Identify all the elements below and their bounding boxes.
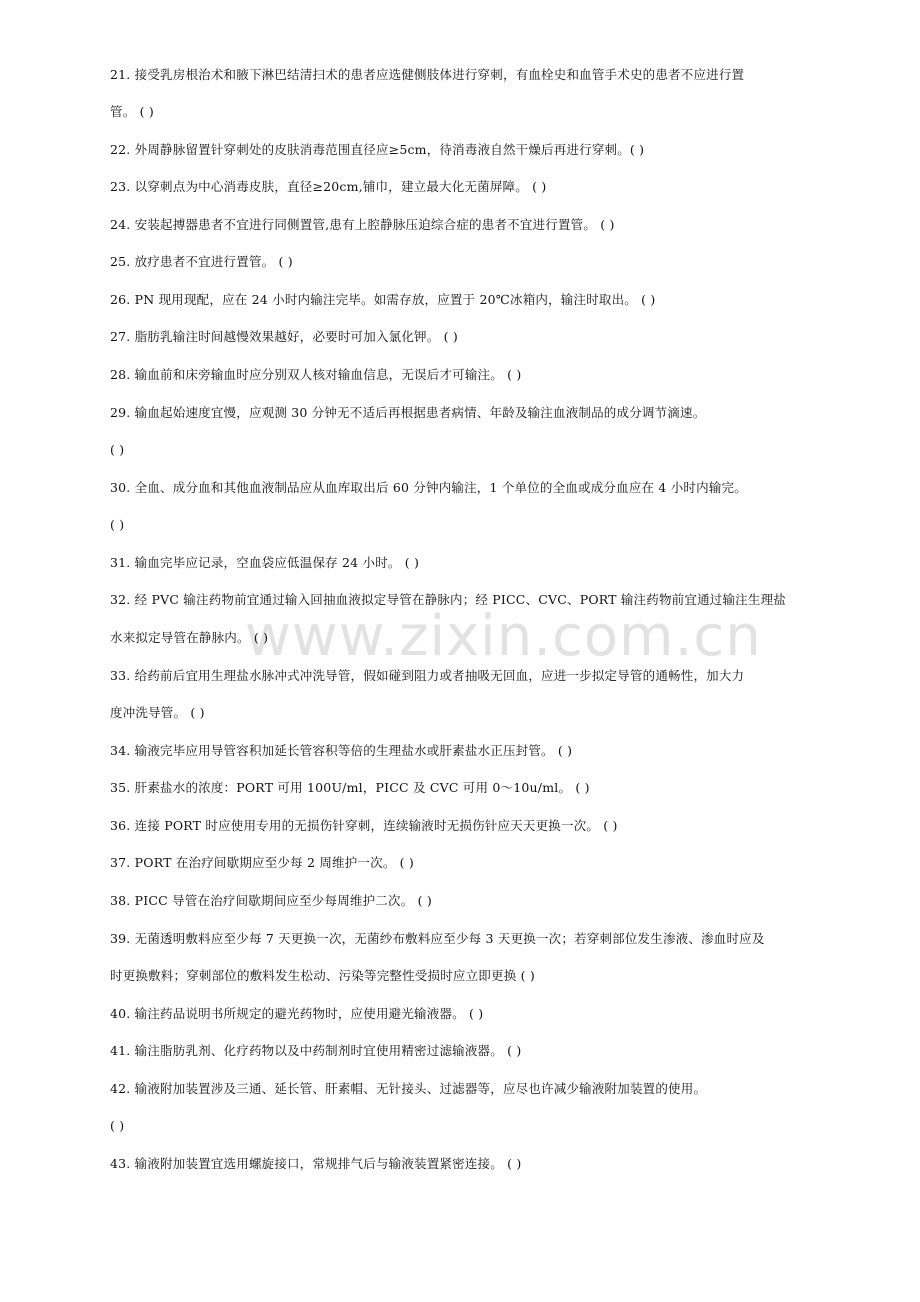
- question-34: 34. 输液完毕应用导管容积加延长管容积等倍的生理盐水或肝素盐水正压封管。 ( ): [110, 743, 573, 758]
- question-42-line-2: ( ): [110, 1118, 125, 1133]
- question-40: 40. 输注药品说明书所规定的避光药物时，应使用避光输液器。 ( ): [110, 1006, 484, 1021]
- question-39-line-1: 39. 无菌透明敷料应至少每 7 天更换一次，无菌纱布敷料应至少每 3 天更换一次；若穿刺部位发生渗液、渗血时应及: [110, 931, 765, 946]
- question-42-line-1: 42. 输液附加装置涉及三通、延长管、肝素帽、无针接头、过滤器等，应尽也许减少输液附加装置的使用。: [110, 1081, 707, 1096]
- question-32-line-2: 水来拟定导管在静脉内。 ( ): [110, 630, 269, 645]
- question-33-line-1: 33. 给药前后宜用生理盐水脉冲式冲洗导管，假如碰到阻力或者抽吸无回血，应进一步拟定导管的通畅性，加大力: [110, 668, 745, 683]
- question-28: 28. 输血前和床旁输血时应分别双人核对输血信息，无误后才可输注。 ( ): [110, 367, 522, 382]
- question-43: 43. 输液附加装置宜选用螺旋接口，常规排气后与输液装置紧密连接。 ( ): [110, 1156, 522, 1171]
- watermark: www.zixin.com.cn: [245, 604, 762, 669]
- question-24: 24. 安装起搏器患者不宜进行同侧置管,患有上腔静脉压迫综合症的患者不宜进行置管。 ( ): [110, 217, 615, 232]
- question-29-line-2: ( ): [110, 442, 125, 457]
- question-32-line-1: 32. 经 PVC 输注药物前宜通过输入回抽血液拟定导管在静脉内；经 PICC、CVC、PORT 输注药物前宜通过输注生理盐: [110, 592, 786, 607]
- question-38: 38. PICC 导管在治疗间歇期间应至少每周维护二次。 ( ): [110, 893, 432, 908]
- question-29-line-1: 29. 输血起始速度宜慢，应观测 30 分钟无不适后再根据患者病情、年龄及输注血液制品的成分调节滴速。: [110, 405, 706, 420]
- question-22: 22. 外周静脉留置针穿刺处的皮肤消毒范围直径应≥5cm，待消毒液自然干燥后再进行穿刺。( ): [110, 142, 645, 157]
- question-41: 41. 输注脂肪乳剂、化疗药物以及中药制剂时宜使用精密过滤输液器。 ( ): [110, 1043, 522, 1058]
- question-30-line-2: ( ): [110, 517, 125, 532]
- question-27: 27. 脂肪乳输注时间越慢效果越好，必要时可加入氯化钾。 ( ): [110, 329, 458, 344]
- question-25: 25. 放疗患者不宜进行置管。 ( ): [110, 254, 293, 269]
- question-37: 37. PORT 在治疗间歇期应至少每 2 周维护一次。 ( ): [110, 855, 415, 870]
- question-21-line-2: 管。 ( ): [110, 104, 154, 119]
- question-31: 31. 输血完毕应记录，空血袋应低温保存 24 小时。 ( ): [110, 555, 420, 570]
- question-23: 23. 以穿刺点为中心消毒皮肤，直径≥20cm,铺巾，建立最大化无菌屏障。 ( ): [110, 179, 547, 194]
- question-33-line-2: 度冲洗导管。 ( ): [110, 705, 205, 720]
- question-21-line-1: 21. 接受乳房根治术和腋下淋巴结清扫术的患者应选健侧肢体进行穿刺，有血栓史和血管手术史的患者不应进行置: [110, 67, 745, 82]
- question-39-line-2: 时更换敷料；穿刺部位的敷料发生松动、污染等完整性受损时应立即更换 ( ): [110, 968, 535, 983]
- question-30-line-1: 30. 全血、成分血和其他血液制品应从血库取出后 60 分钟内输注，1 个单位的全血或成分血应在 4 小时内输完。: [110, 480, 747, 495]
- question-26: 26. PN 现用现配，应在 24 小时内输注完毕。如需存放，应置于 20℃冰箱内，输注时取出。 ( ): [110, 292, 656, 307]
- question-35: 35. 肝素盐水的浓度：PORT 可用 100U/ml，PICC 及 CVC 可用 0～10u/ml。 ( ): [110, 780, 590, 795]
- question-36: 36. 连接 PORT 时应使用专用的无损伤针穿刺，连续输液时无损伤针应天天更换一次。 ( ): [110, 818, 618, 833]
